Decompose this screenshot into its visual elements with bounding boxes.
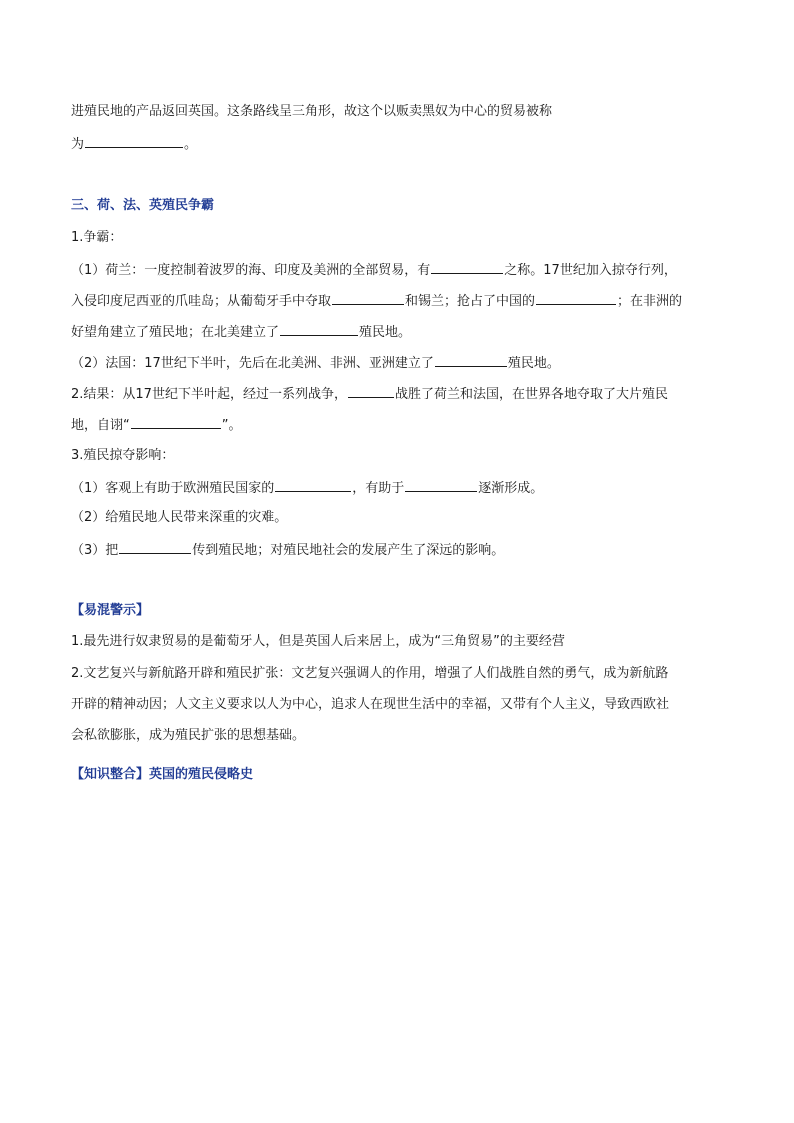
warning-item-2-line-3: 会私欲膨胀，成为殖民扩张的思想基础。 <box>71 728 306 743</box>
result-line-1 <box>71 384 668 402</box>
text-run: 和锡兰；抢占了中国的 <box>405 294 536 309</box>
warning-item-1: 1.最先进行奴隶贸易的是葡萄牙人，但是英国人后来居上，成为“三角贸易”的主要经营 <box>71 634 565 649</box>
warning-item-2-line-1: 2.文艺复兴与新航路开辟和殖民扩张：文艺复兴强调人的作用，增强了人们战胜自然的勇气，成为新航路 <box>71 666 669 681</box>
fill-blank-britain[interactable] <box>348 384 394 398</box>
text-run: （1）荷兰：一度控制着波罗的海、印度及美洲的全部贸易，有 <box>71 263 431 278</box>
text-run: 地，自诩“ <box>71 418 130 433</box>
text-run: 殖民地。 <box>507 356 560 371</box>
fill-blank-world-market[interactable] <box>405 478 477 492</box>
text-run: （2）法国：17世纪下半叶，先后在北美洲、非洲、亚洲建立了 <box>71 356 434 371</box>
text-run: 好望角建立了殖民地；在北美建立了 <box>71 325 280 340</box>
fill-blank-capital-accumulation[interactable] <box>275 478 351 492</box>
knowledge-heading: 【知识整合】英国的殖民侵略史 <box>71 767 254 782</box>
fill-blank-empire-title[interactable] <box>131 415 221 429</box>
netherlands-line-3 <box>71 322 411 340</box>
text-run: 之称。17世纪加入掠夺行列， <box>504 263 677 278</box>
fill-blank-taiwan[interactable] <box>536 291 616 305</box>
netherlands-line-2 <box>71 291 682 309</box>
text-run: （1）客观上有助于欧洲殖民国家的 <box>71 481 275 496</box>
text-run: 逐渐形成。 <box>478 481 544 496</box>
fill-blank-malacca[interactable] <box>332 291 404 305</box>
fill-blank-triangle-trade[interactable] <box>85 134 183 148</box>
fill-blank-france-colonies[interactable] <box>435 353 507 367</box>
text-run: ，有助于 <box>352 481 405 496</box>
text-run: ”。 <box>221 418 242 433</box>
fill-blank-civilization[interactable] <box>119 540 191 554</box>
france-line <box>71 353 560 371</box>
fill-blank-sea-coachman[interactable] <box>431 260 503 274</box>
text-run: 战胜了荷兰和法国，在世界各地夺取了大片殖民 <box>394 387 668 402</box>
intro-line-1 <box>71 103 552 121</box>
text-run: 入侵印度尼西亚的爪哇岛；从葡萄牙手中夺取 <box>71 294 332 309</box>
netherlands-line-1 <box>71 260 677 278</box>
impact-title: 3.殖民掠夺影响： <box>71 448 175 463</box>
impact-1-line <box>71 478 543 496</box>
intro-line-2 <box>71 134 197 152</box>
text-run: 殖民地。 <box>359 325 412 340</box>
section-3-heading: 三、荷、法、英殖民争霸 <box>71 198 215 213</box>
impact-3-line <box>71 540 504 558</box>
text-run: 2.结果：从17世纪下半叶起，经过一系列战争， <box>71 387 347 402</box>
intro-prefix: 为 <box>71 137 85 152</box>
text-run: ；在非洲的 <box>617 294 683 309</box>
impact-2-line: （2）给殖民地人民带来深重的灾难。 <box>71 510 288 525</box>
warning-item-2-line-2: 开辟的精神动因；人文主义要求以人为中心，追求人在现世生活中的幸福，又带有个人主义，导致西欧社 <box>71 697 670 712</box>
intro-text: 进殖民地的产品返回英国。这条路线呈三角形，故这个以贩卖黑奴为中心的贸易被称 <box>71 104 553 119</box>
result-line-2 <box>71 415 242 433</box>
text-run: （3）把 <box>71 543 119 558</box>
text-run: 传到殖民地；对殖民地社会的发展产生了深远的影响。 <box>192 543 505 558</box>
intro-suffix: 。 <box>184 137 198 152</box>
fill-blank-new-amsterdam[interactable] <box>280 322 358 336</box>
item-1-title: 1.争霸： <box>71 230 123 245</box>
warning-heading: 【易混警示】 <box>71 603 150 618</box>
